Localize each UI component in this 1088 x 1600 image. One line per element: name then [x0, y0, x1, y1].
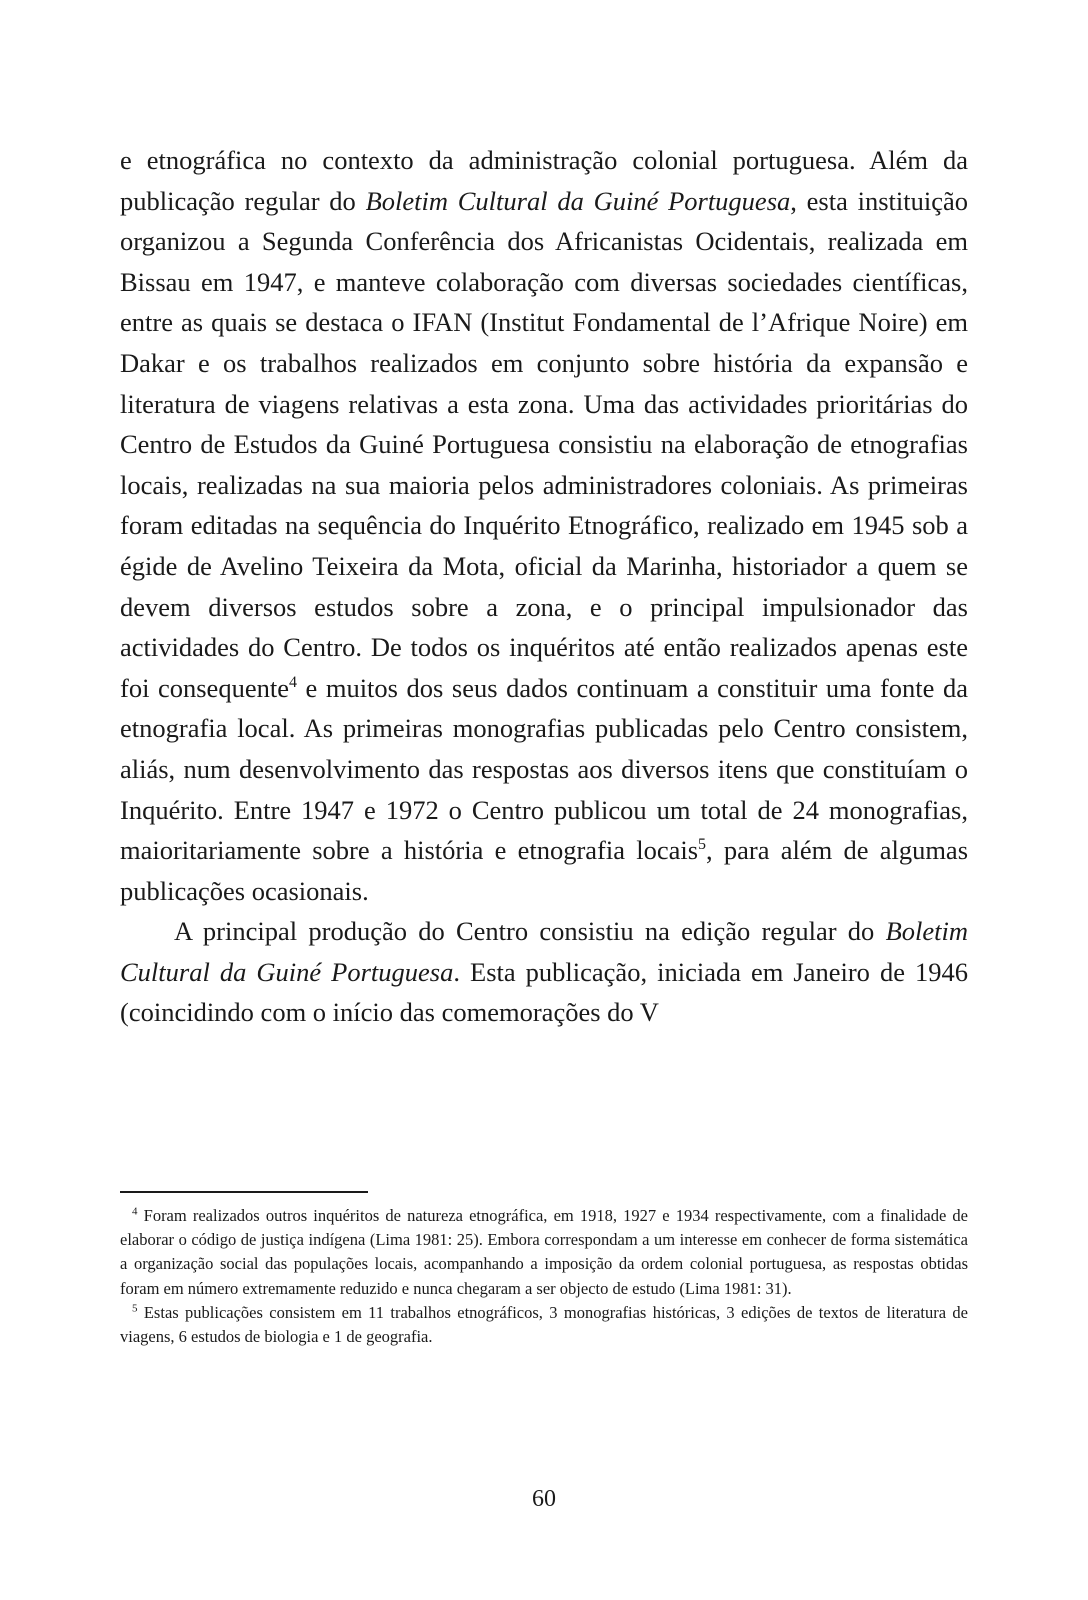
- main-text: [120, 140, 968, 1033]
- paragraph-2-text-b: . Esta publicação, iniciada em Janeiro de 1946 (coincidindo com o início das comemorações do V: [120, 956, 968, 1028]
- paragraph-1-text-d: , para além de algumas publicações ocasionais.: [120, 835, 969, 906]
- paragraph-1: [120, 140, 968, 911]
- footnote-ref-4[interactable]: 4: [288, 673, 297, 691]
- footnote-5: [120, 1301, 968, 1349]
- paragraph-1-text-b: , esta instituição organizou a Segunda Conferência dos Africanistas Ocidentais, realizada em Bissau em 1947, e manteve colaboração com diversas sociedades científicas, entre as quais se destaca o IFAN (Institut Fondamental de l’Afrique Noire) em Dakar e os trabalhos realizados em conjunto sobre história da expansão e literatura de viagens relativas a esta zona. Uma das actividades prioritárias do Centro de Estudos da Guiné Portuguesa consistiu na elaboração de etnografias locais, realizadas na sua maioria pelos administradores coloniais. As primeiras foram editadas na sequência do Inquérito Etnográfico, realizado em 1945 sob a égide de Avelino Teixeira da Mota, oficial da Marinha, historiador a quem se devem diversos estudos sobre a zona, e o principal impulsionador das actividades do Centro. De todos os inquéritos até então realizados apenas este foi consequente: [120, 185, 968, 703]
- footnotes: [120, 1204, 968, 1349]
- footnote-ref-5[interactable]: 5: [698, 836, 707, 854]
- paragraph-1-text-a: e etnográfica no contexto da administração colonial portuguesa. Além da publicação regular do: [120, 145, 968, 216]
- journal-title: Boletim Cultural da Guiné Portuguesa: [365, 185, 791, 216]
- footnote-text: Foram realizados outros inquéritos de natureza etnográfica, em 1918, 1927 e 1934 respectivamente, com a finalidade de elaborar o código de justiça indígena (Lima 1981: 25). Embora correspondam a um interesse em conhecer de forma sistemática a organização social das populações locais, acompanhando a imposição da ordem colonial portuguesa, as respostas obtidas foram em número extremamente reduzido e nunca chegaram a ser objecto de estudo (Lima 1981: 31).: [120, 1206, 968, 1298]
- paragraph-2-text-a: A principal produção do Centro consistiu na edição regular do: [174, 916, 886, 947]
- paragraph-2: [120, 911, 968, 1033]
- footnote-separator: [120, 1191, 368, 1193]
- footnote-number: 5: [132, 1302, 138, 1315]
- footnote-4: [120, 1204, 968, 1301]
- page-number: 60: [532, 1486, 556, 1512]
- journal-title: Boletim Cultural da Guiné Portuguesa: [120, 916, 968, 987]
- footnote-text: Estas publicações consistem em 11 trabalhos etnográficos, 3 monografias históricas, 3 edições de textos de literatura de viagens, 6 estudos de biologia e 1 de geografia.: [120, 1302, 968, 1347]
- paragraph-1-text-c: e muitos dos seus dados continuam a constituir uma fonte da etnografia local. As primeiras monografias publicadas pelo Centro consistem, aliás, num desenvolvimento das respostas aos diversos itens que constituíam o Inquérito. Entre 1947 e 1972 o Centro publicou um total de 24 monografias, maioritariamente sobre a história e etnografia locais: [120, 672, 968, 866]
- footnote-number: 4: [132, 1205, 138, 1218]
